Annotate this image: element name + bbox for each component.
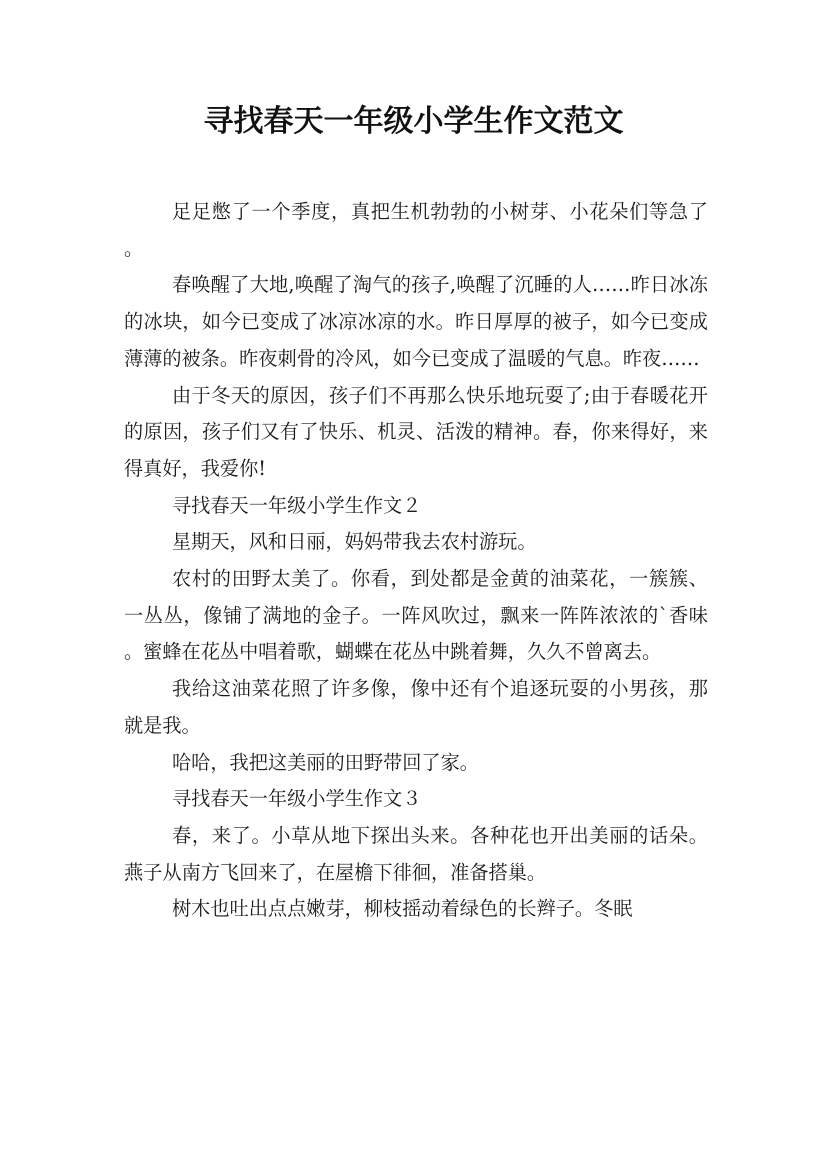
paragraph-9: 树木也吐出点点嫩芽，柳枝摇动着绿色的长辫子。冬眠 xyxy=(172,897,633,921)
paragraph-4: 星期天，风和日丽，妈妈带我去农村游玩。 xyxy=(172,530,537,554)
paragraph-1: 足足憋了一个季度，真把生机勃勃的小树芽、小花朵们等急了。 xyxy=(124,200,708,260)
section-heading-3: 寻找春天一年级小学生作文３ xyxy=(172,787,422,811)
paragraph-6: 我给这油菜花照了许多像，像中还有个追逐玩耍的小男孩，那就是我。 xyxy=(124,677,708,737)
paragraph-3: 由于冬天的原因，孩子们不再那么快乐地玩耍了;由于春暖花开的原因，孩子们又有了快乐、机灵、活泼的精神。春，你来得好，来得真好，我爱你! xyxy=(124,383,708,480)
document-body xyxy=(124,194,708,928)
paragraph-5: 农村的田野太美了。你看，到处都是金黄的油菜花，一簇簇、一丛丛，像铺了满地的金子。一阵风吹过，飘来一阵阵浓浓的`香味。蜜蜂在花丛中唱着歌，蝴蝶在花丛中跳着舞，久久不曾离去。 xyxy=(124,567,708,664)
section-heading-2: 寻找春天一年级小学生作文２ xyxy=(172,493,422,517)
paragraph-7: 哈哈，我把这美丽的田野带回了家。 xyxy=(172,750,479,774)
document-title: 寻找春天一年级小学生作文范文 xyxy=(203,104,624,139)
paragraph-8: 春，来了。小草从地下探出头来。各种花也开出美丽的话朵。燕子从南方飞回来了，在屋檐下徘徊，准备搭巢。 xyxy=(124,823,708,884)
paragraph-2: 春唤醒了大地,唤醒了淘气的孩子,唤醒了沉睡的人……昨日冰冻的冰块，如今已变成了冰凉冰凉的水。昨日厚厚的被子，如今已变成薄薄的被条。昨夜刺骨的冷风，如今已变成了温暖的气息。昨夜…… xyxy=(124,273,708,370)
